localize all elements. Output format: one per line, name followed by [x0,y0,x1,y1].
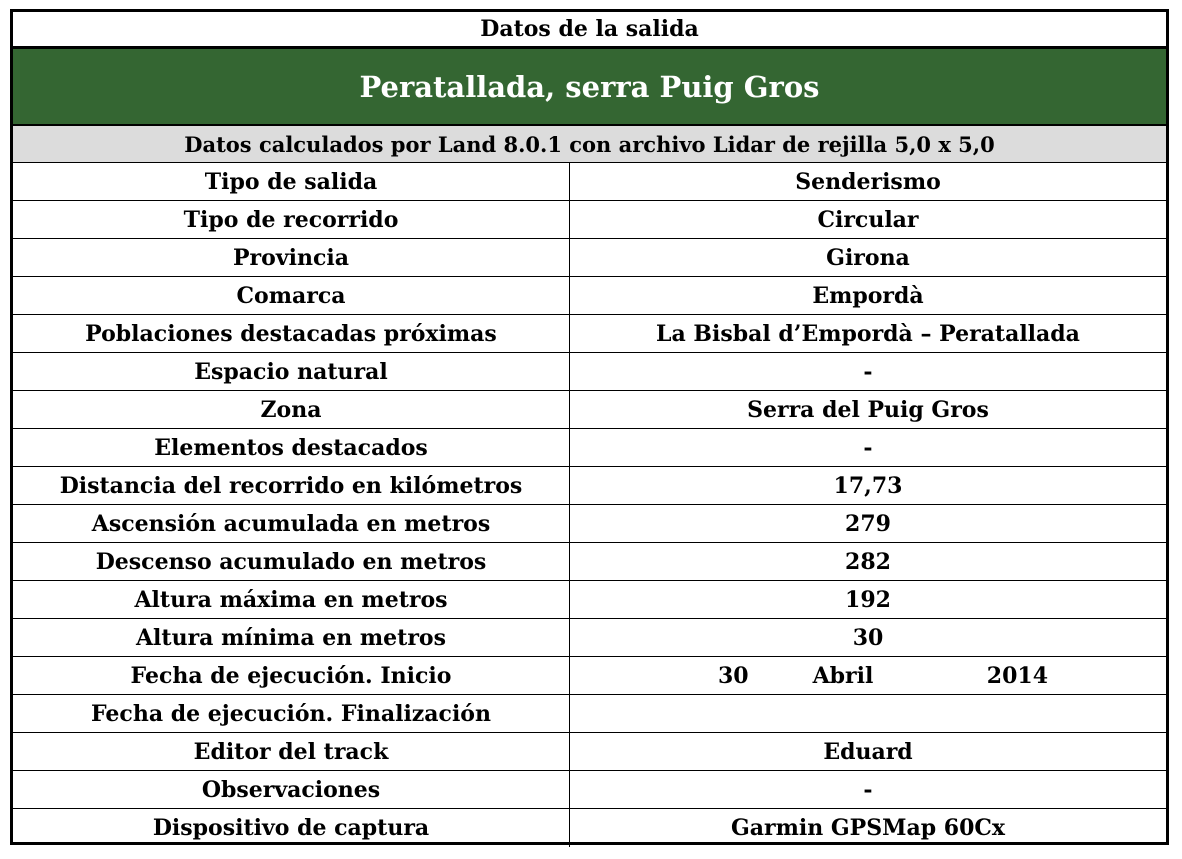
row-value: Serra del Puig Gros [747,396,989,423]
table-row [13,201,1166,239]
row-label: Editor del track [13,733,570,770]
row-label: Descenso acumulado en metros [13,543,570,580]
row-label: Poblaciones destacadas próximas [13,315,570,352]
route-name-row [13,49,1166,126]
end-date-value [570,695,1166,732]
row-value: 30 [852,624,884,651]
row-value: - [863,776,873,803]
row-label: Altura mínima en metros [13,619,570,656]
row-label: Zona [13,391,570,428]
start-date-row [13,657,1166,695]
row-value: Empordà [812,282,924,309]
row-label: Altura máxima en metros [13,581,570,618]
table-row [13,581,1166,619]
start-month: Abril [812,662,874,689]
row-label: Provincia [13,239,570,276]
row-label: Comarca [13,277,570,314]
table-row [13,353,1166,391]
table-row [13,239,1166,277]
table-row [13,809,1166,847]
table-row [13,391,1166,429]
route-name: Peratallada, serra Puig Gros [359,69,820,104]
calculation-note-row [13,126,1166,163]
table-header-row [13,12,1166,49]
row-label: Fecha de ejecución. Inicio [13,657,570,694]
row-label: Espacio natural [13,353,570,390]
table-row [13,277,1166,315]
row-value: La Bisbal d’Empordà – Peratallada [656,320,1080,347]
table-row [13,429,1166,467]
calculation-note: Datos calculados por Land 8.0.1 con archivo Lidar de rejilla 5,0 x 5,0 [184,131,995,157]
row-label: Observaciones [13,771,570,808]
table-row [13,771,1166,809]
row-label: Elementos destacados [13,429,570,466]
start-day: 30 [718,662,749,689]
row-value: 279 [845,510,891,537]
row-label: Distancia del recorrido en kilómetros [13,467,570,504]
row-value: 192 [845,586,891,613]
row-value: - [863,434,873,461]
row-label: Tipo de salida [13,163,570,200]
end-date-row [13,695,1166,733]
table-row [13,505,1166,543]
row-value: Senderismo [795,168,941,195]
row-value: Girona [826,244,910,271]
table-title: Datos de la salida [480,16,699,42]
row-value: Garmin GPSMap 60Cx [730,815,1006,841]
row-label: Fecha de ejecución. Finalización [13,695,570,732]
table-row [13,163,1166,201]
row-label: Ascensión acumulada en metros [13,505,570,542]
row-value: Eduard [823,738,913,765]
start-date-value [570,657,1166,694]
table-row [13,315,1166,353]
row-value: 282 [845,548,891,575]
table-row [13,619,1166,657]
start-year: 2014 [986,662,1048,689]
row-label: Tipo de recorrido [13,201,570,238]
route-data-table [10,9,1169,845]
table-row [13,467,1166,505]
row-value: - [863,358,873,385]
date-parts [570,663,1166,689]
row-value: 17,73 [833,472,903,499]
table-row [13,543,1166,581]
row-label: Dispositivo de captura [13,809,570,847]
table-row [13,733,1166,771]
row-value: Circular [817,206,919,233]
